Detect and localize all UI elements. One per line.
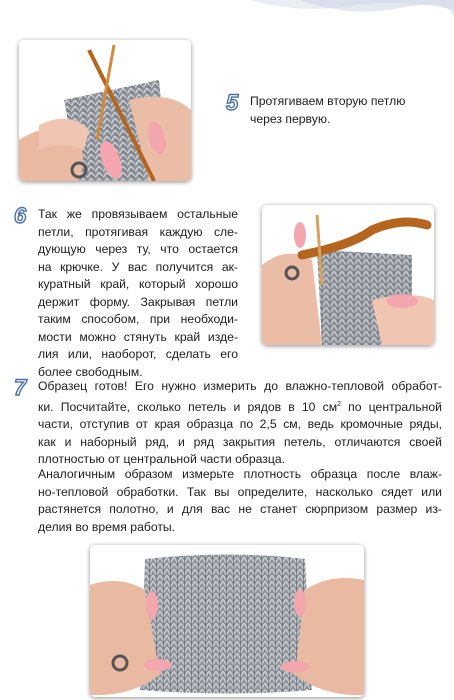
step-7-line: как и наборный ряд, и ряд закрытия петель, отличаются своей xyxy=(38,434,442,449)
step-number-7: 7 xyxy=(14,375,27,400)
density-paragraph xyxy=(38,466,442,536)
step-6-line: петли, протягивая каждую сле- xyxy=(38,224,238,239)
hands-hook-edge-photo xyxy=(262,205,434,345)
step-7-line-part: ки. Посчитайте, сколько петель и рядов в 10 см xyxy=(38,399,338,414)
step-6-line: мости можно стянуть край изде- xyxy=(38,329,238,344)
step-5-line: через первую. xyxy=(250,111,331,126)
header-decoration xyxy=(0,0,454,28)
step-6-line: куратный край, который хорошо xyxy=(38,277,238,291)
step-7-line xyxy=(38,396,442,417)
paragraph-line: но-тепловой обработки. Так вы определите, насколько сядет или xyxy=(38,484,442,499)
step-6-line: дующую через ту, что остается xyxy=(38,242,238,256)
step-number-6: 6 xyxy=(14,203,27,228)
step-7-text xyxy=(38,378,442,469)
step-6-line: лия или, наоборот, сделать его xyxy=(38,347,238,361)
step-6-line: таким способом, при необходи- xyxy=(38,312,238,326)
step-number-5: 5 xyxy=(226,90,239,115)
hands-holding-swatch-photo xyxy=(90,545,364,697)
step-7-line-part: по центральной xyxy=(348,399,442,414)
hands-hook-knitting-photo xyxy=(19,40,191,181)
step-6-line: держит форму. Закрывая петли xyxy=(38,294,238,309)
step-7-line: части, отступив от края образца по 2,5 см, ведь кромочные ряды, xyxy=(38,417,442,431)
step-7-line: плотностью от центральной части образца. xyxy=(38,452,286,466)
paragraph-line: делия во время работы. xyxy=(38,519,176,534)
step-7-line: Образец готов! Его нужно измерить до влажно-тепловой обработ- xyxy=(38,379,442,393)
step-5-line: Протягиваем вторую петлю xyxy=(250,94,406,108)
paragraph-line: растянется полотно, и для вас не станет сюрпризом размер из- xyxy=(38,502,442,516)
superscript: 2 xyxy=(337,400,341,408)
paragraph-line: Аналогичным образом измерьте плотность образца после влаж- xyxy=(38,467,442,481)
step-5-text xyxy=(250,93,446,128)
step-6-text xyxy=(38,206,238,381)
step-6-line: Так же провязываем остальные xyxy=(38,207,238,221)
step-6-line: на крючке. У вас получится ак- xyxy=(38,259,238,274)
step-6-line: более свободным. xyxy=(38,364,143,379)
